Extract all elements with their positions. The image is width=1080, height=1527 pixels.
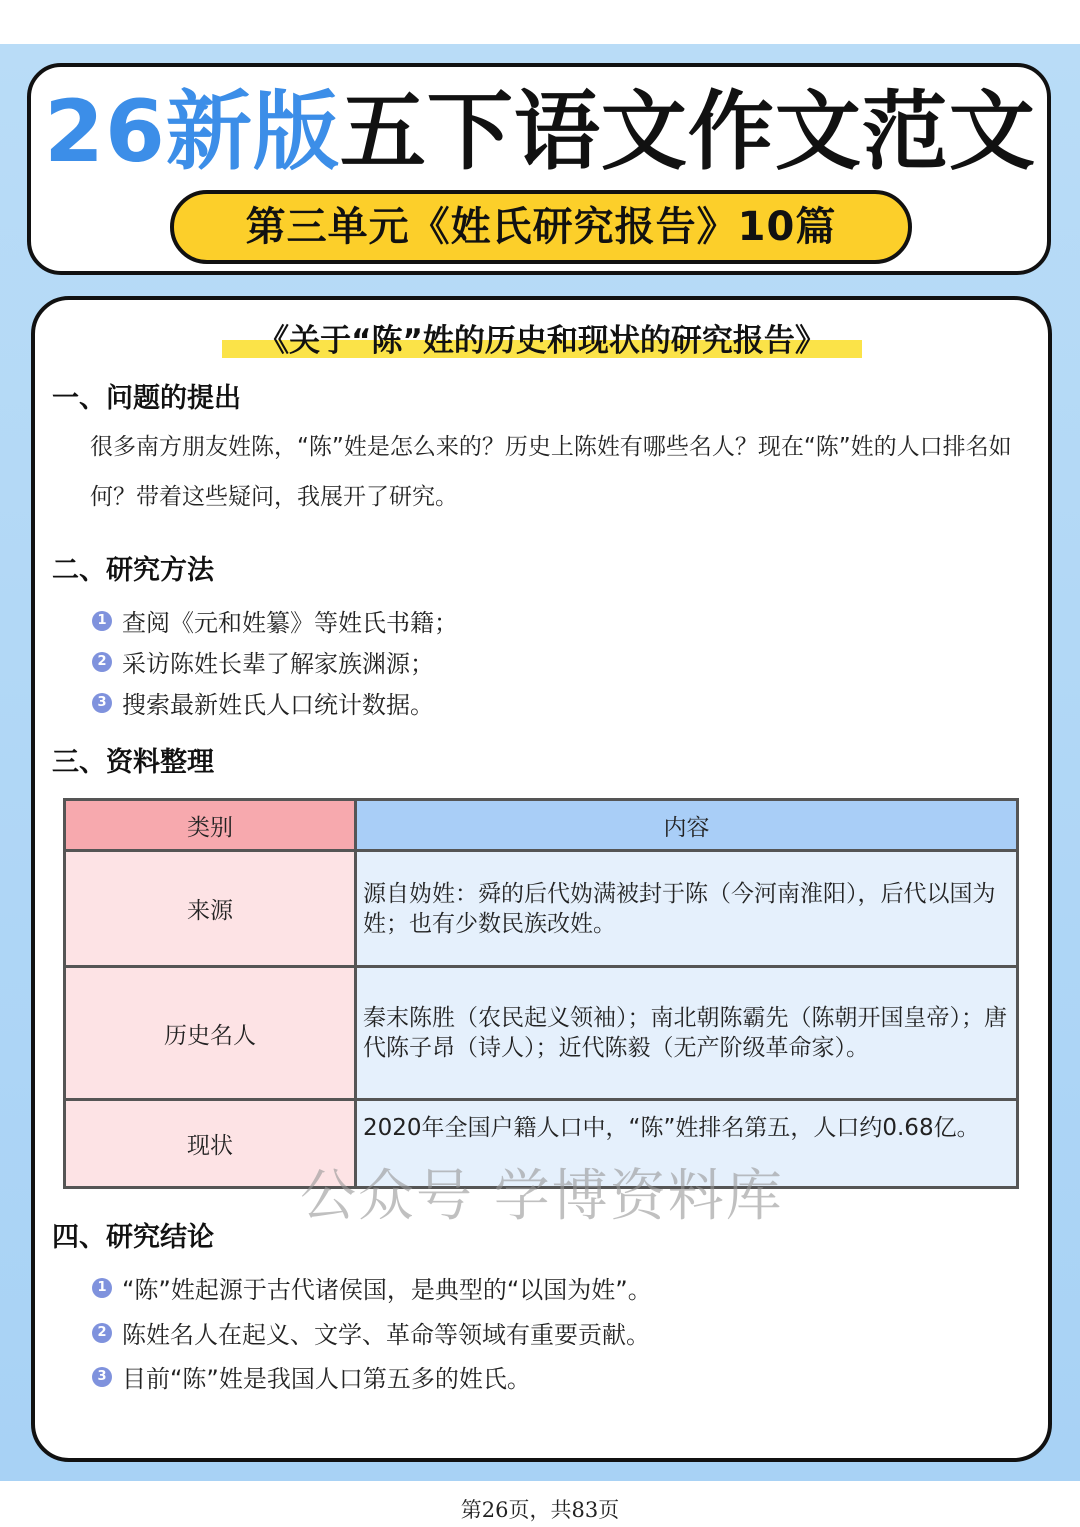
report-title-text: 《关于“陈”姓的历史和现状的研究报告》 [258,323,826,359]
table-cell-content: 源自妫姓：舜的后代妫满被封于陈（今河南淮阳），后代以国为姓；也有少数民族改姓。 [356,851,1018,967]
table-header-row [65,800,1018,851]
table-header-content: 内容 [356,800,1018,851]
table-cell-content: 秦末陈胜（农民起义领袖）；南北朝陈霸先（陈朝开国皇帝）；唐代陈子昂（诗人）；近代陈毅（无产阶级革命家）。 [356,967,1018,1100]
section-1-paragraph: 很多南方朋友姓陈，“陈”姓是怎么来的？历史上陈姓有哪些名人？现在“陈”姓的人口排名如何？带着这些疑问，我展开了研究。 [90,434,1012,510]
method-item-text: 采访陈姓长辈了解家族渊源； [122,650,434,678]
conclusion-item [92,1359,531,1394]
section-heading-2: 二、研究方法 [52,555,214,586]
table-cell-category: 历史名人 [65,967,356,1100]
table-row [65,851,1018,967]
table-cell-category: 来源 [65,851,356,967]
page-footer: 第26页，共83页 [460,1498,620,1522]
number-badge-icon: 3 [92,1367,112,1387]
page-title [0,82,1080,182]
table-cell-category: 现状 [65,1100,356,1188]
method-item-text: 查阅《元和姓纂》等姓氏书籍； [122,609,458,637]
table-row [65,967,1018,1100]
conclusion-item-text: “陈”姓起源于古代诸侯国，是典型的“以国为姓”。 [122,1276,652,1304]
method-item [92,685,434,720]
section-heading-4: 四、研究结论 [52,1222,214,1253]
method-item-text: 搜索最新姓氏人口统计数据。 [122,691,434,719]
number-badge-icon: 2 [92,652,112,672]
title-prefix: 26新版 [44,82,340,182]
report-title [222,318,862,364]
conclusion-item-text: 陈姓名人在起义、文学、革命等领域有重要贡献。 [122,1321,650,1349]
section-heading-3: 三、资料整理 [52,747,214,778]
section-heading-1: 一、问题的提出 [52,383,241,414]
title-main-text: 五下语文作文范文 [339,82,1036,182]
number-badge-icon: 1 [92,611,112,631]
conclusion-item-text: 目前“陈”姓是我国人口第五多的姓氏。 [122,1365,531,1393]
conclusion-item [92,1315,650,1350]
data-table [63,798,1019,1189]
table-header-category: 类别 [65,800,356,851]
subtitle-pill: 第三单元《姓氏研究报告》10篇 [170,190,912,264]
table-cell-content: 2020年全国户籍人口中，“陈”姓排名第五，人口约0.68亿。 [356,1100,1018,1188]
method-item [92,644,434,679]
watermark: 公众号 学博资料库 [300,1164,784,1229]
number-badge-icon: 3 [92,693,112,713]
method-item [92,603,458,638]
number-badge-icon: 1 [92,1278,112,1298]
conclusion-item [92,1270,652,1305]
number-badge-icon: 2 [92,1323,112,1343]
